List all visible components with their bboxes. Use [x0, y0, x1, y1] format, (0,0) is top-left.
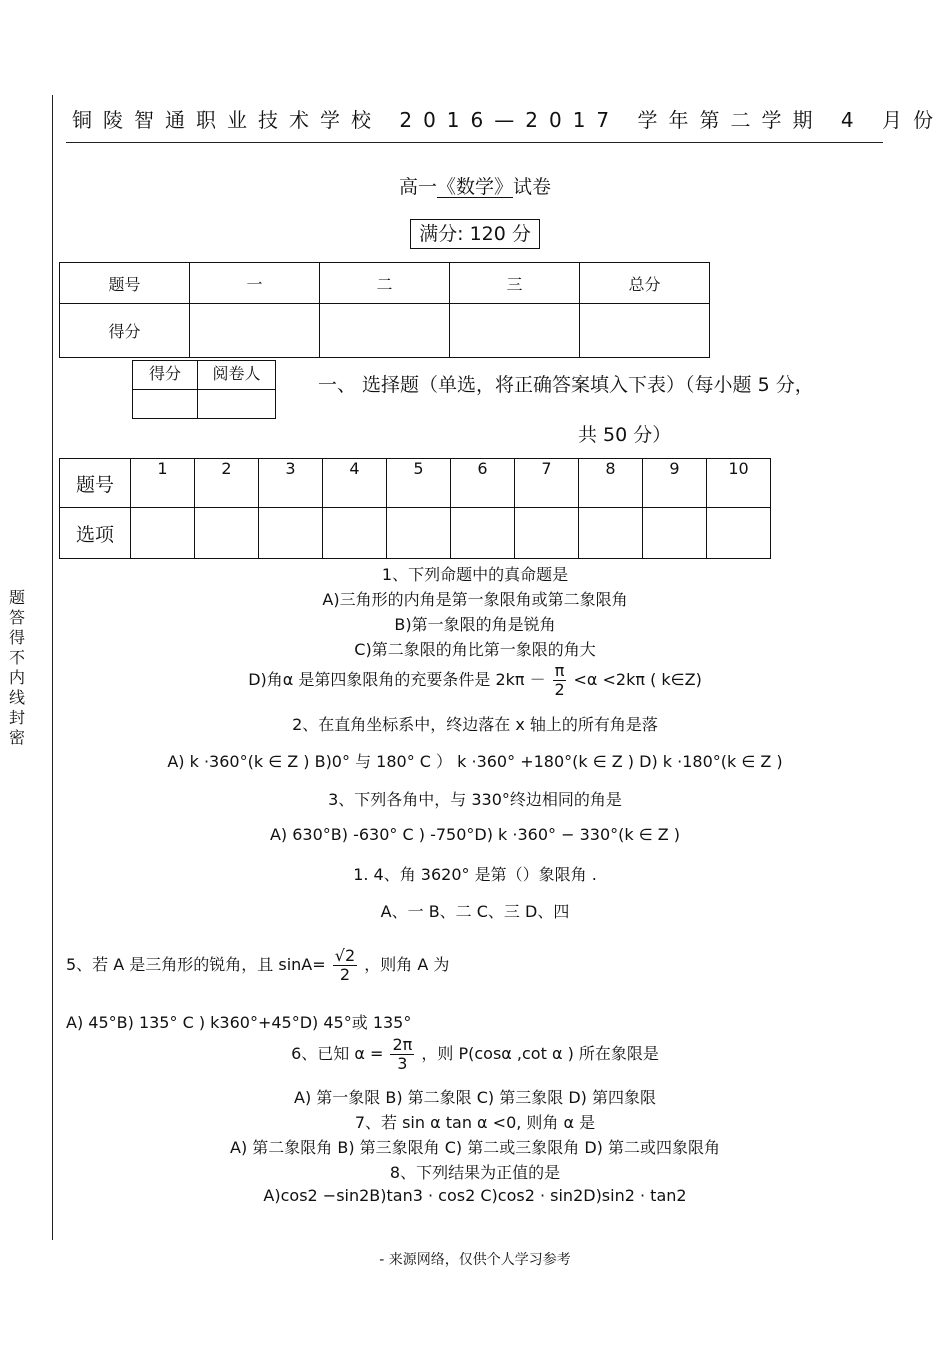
q5-options: A) 45°B) 135° C ) k360°+45°D) 45°或 135° [66, 1013, 412, 1032]
q6-options: A) 第一象限 B) 第二象限 C) 第三象限 D) 第四象限 [294, 1088, 656, 1107]
section-heading-cont: 共 50 分） [578, 424, 672, 446]
q2-stem: 2、在直角坐标系中，终边落在 x 轴上的所有角是落 [292, 715, 658, 734]
title-suffix: 试卷 [513, 176, 552, 198]
score-header-cell: 题号 [60, 263, 190, 304]
answer-cell[interactable] [259, 508, 323, 559]
answer-cell[interactable] [515, 508, 579, 559]
answer-number: 6 [451, 459, 515, 508]
q1-stem: 1、下列命题中的真命题是 [381, 565, 569, 584]
q4-options: A、一 B、二 C、三 D、四 [380, 902, 570, 921]
q4-stem: 1. 4、角 3620° 是第（）象限角 . [353, 865, 597, 884]
answer-number: 7 [515, 459, 579, 508]
score-cell[interactable] [190, 304, 320, 358]
fraction-numerator: 2π [392, 1035, 413, 1054]
answer-cell[interactable] [387, 508, 451, 559]
q6-stem [0, 1036, 950, 1073]
grader-score-cell[interactable] [133, 390, 198, 419]
grader-score-label: 得分 [133, 361, 198, 390]
fraction-denominator: 2 [339, 965, 351, 984]
answer-cell[interactable] [131, 508, 195, 559]
answer-number: 8 [579, 459, 643, 508]
fraction-denominator: 2 [554, 680, 565, 699]
answer-cell[interactable] [323, 508, 387, 559]
full-score-box: 满分: 120 分 [410, 219, 540, 249]
q7-stem: 7、若 sin α tan α <0, 则角 α 是 [354, 1113, 596, 1132]
q6-stem-pre: 6、已知 α = [291, 1044, 384, 1063]
q6-fraction [390, 1036, 414, 1073]
q1-option-c: C)第二象限的角比第一象限的角大 [354, 640, 596, 659]
q1-option-d [0, 662, 950, 699]
score-header-cell: 二 [320, 263, 450, 304]
answer-row-label: 题号 [60, 459, 131, 508]
q5-stem-pre: 5、若 A 是三角形的锐角，且 sinA= [66, 955, 326, 974]
score-cell[interactable] [320, 304, 450, 358]
grader-name-label: 阅卷人 [198, 361, 276, 390]
q5-stem-post: ，则角 A 为 [364, 955, 450, 974]
score-header-cell: 一 [190, 263, 320, 304]
q8-options: A)cos2 −sin2B)tan3 · cos2 C)cos2 · sin2D)sin2 · tan2 [263, 1186, 687, 1205]
q1-option-b: B)第一象限的角是锐角 [394, 615, 556, 634]
q6-stem-post: ，则 P(cosα ,cot α ) 所在象限是 [421, 1044, 659, 1063]
school-header: 铜陵智通职业技术学校 2016—2017 学年第二学期 4 月份 [72, 108, 944, 132]
answer-number: 5 [387, 459, 451, 508]
answer-cell[interactable] [707, 508, 771, 559]
answer-number: 3 [259, 459, 323, 508]
title-subject: 《数学》 [436, 176, 513, 198]
section-heading: 一、 选择题（单选，将正确答案填入下表）（每小题 5 分， [318, 374, 814, 396]
score-row-label: 得分 [60, 304, 190, 358]
q2-options: A) k ·360°(k ∈ Z ) B)0° 与 180° C ） k ·360° +180°(k ∈ Z ) D) k ·180°(k ∈ Z ) [167, 752, 783, 771]
answer-cell[interactable] [195, 508, 259, 559]
answer-number: 1 [131, 459, 195, 508]
score-header-cell: 三 [450, 263, 580, 304]
fraction-numerator: √2 [334, 946, 356, 965]
q7-options: A) 第二象限角 B) 第三象限角 C) 第二或三象限角 D) 第二或四象限角 [230, 1138, 720, 1157]
q5-stem [66, 947, 449, 984]
answer-cell[interactable] [451, 508, 515, 559]
paper-title [0, 172, 950, 199]
answer-row-label: 选项 [60, 508, 131, 559]
answer-number: 9 [643, 459, 707, 508]
answer-number: 10 [707, 459, 771, 508]
grader-name-cell[interactable] [198, 390, 276, 419]
grader-box [132, 360, 276, 419]
q1-option-a: A)三角形的内角是第一象限角或第二象限角 [322, 590, 628, 609]
footer-note: - 来源网络，仅供个人学习参考 [379, 1252, 571, 1268]
score-cell[interactable] [580, 304, 710, 358]
fraction-numerator: π [554, 661, 565, 680]
score-table [59, 262, 710, 358]
answer-number: 4 [323, 459, 387, 508]
q5-fraction [333, 947, 357, 984]
q3-stem: 3、下列各角中，与 330°终边相同的角是 [328, 790, 622, 809]
fraction-denominator: 3 [397, 1054, 408, 1073]
q3-options: A) 630°B) -630° C ) -750°D) k ·360° − 330°(k ∈ Z ) [269, 825, 681, 844]
q1-option-d-post: <α <2kπ ( k∈Z) [573, 670, 702, 689]
answer-table [59, 458, 771, 559]
answer-cell[interactable] [579, 508, 643, 559]
q8-stem: 8、下列结果为正值的是 [389, 1163, 561, 1182]
q1-fraction [553, 662, 567, 699]
title-prefix: 高一 [398, 176, 437, 198]
score-header-cell: 总分 [580, 263, 710, 304]
binding-note: 题答得不内线封密 [8, 588, 25, 747]
score-cell[interactable] [450, 304, 580, 358]
answer-number: 2 [195, 459, 259, 508]
answer-cell[interactable] [643, 508, 707, 559]
header-rule [66, 142, 883, 143]
q1-option-d-pre: D)角α 是第四象限角的充要条件是 2kπ － [248, 670, 546, 689]
